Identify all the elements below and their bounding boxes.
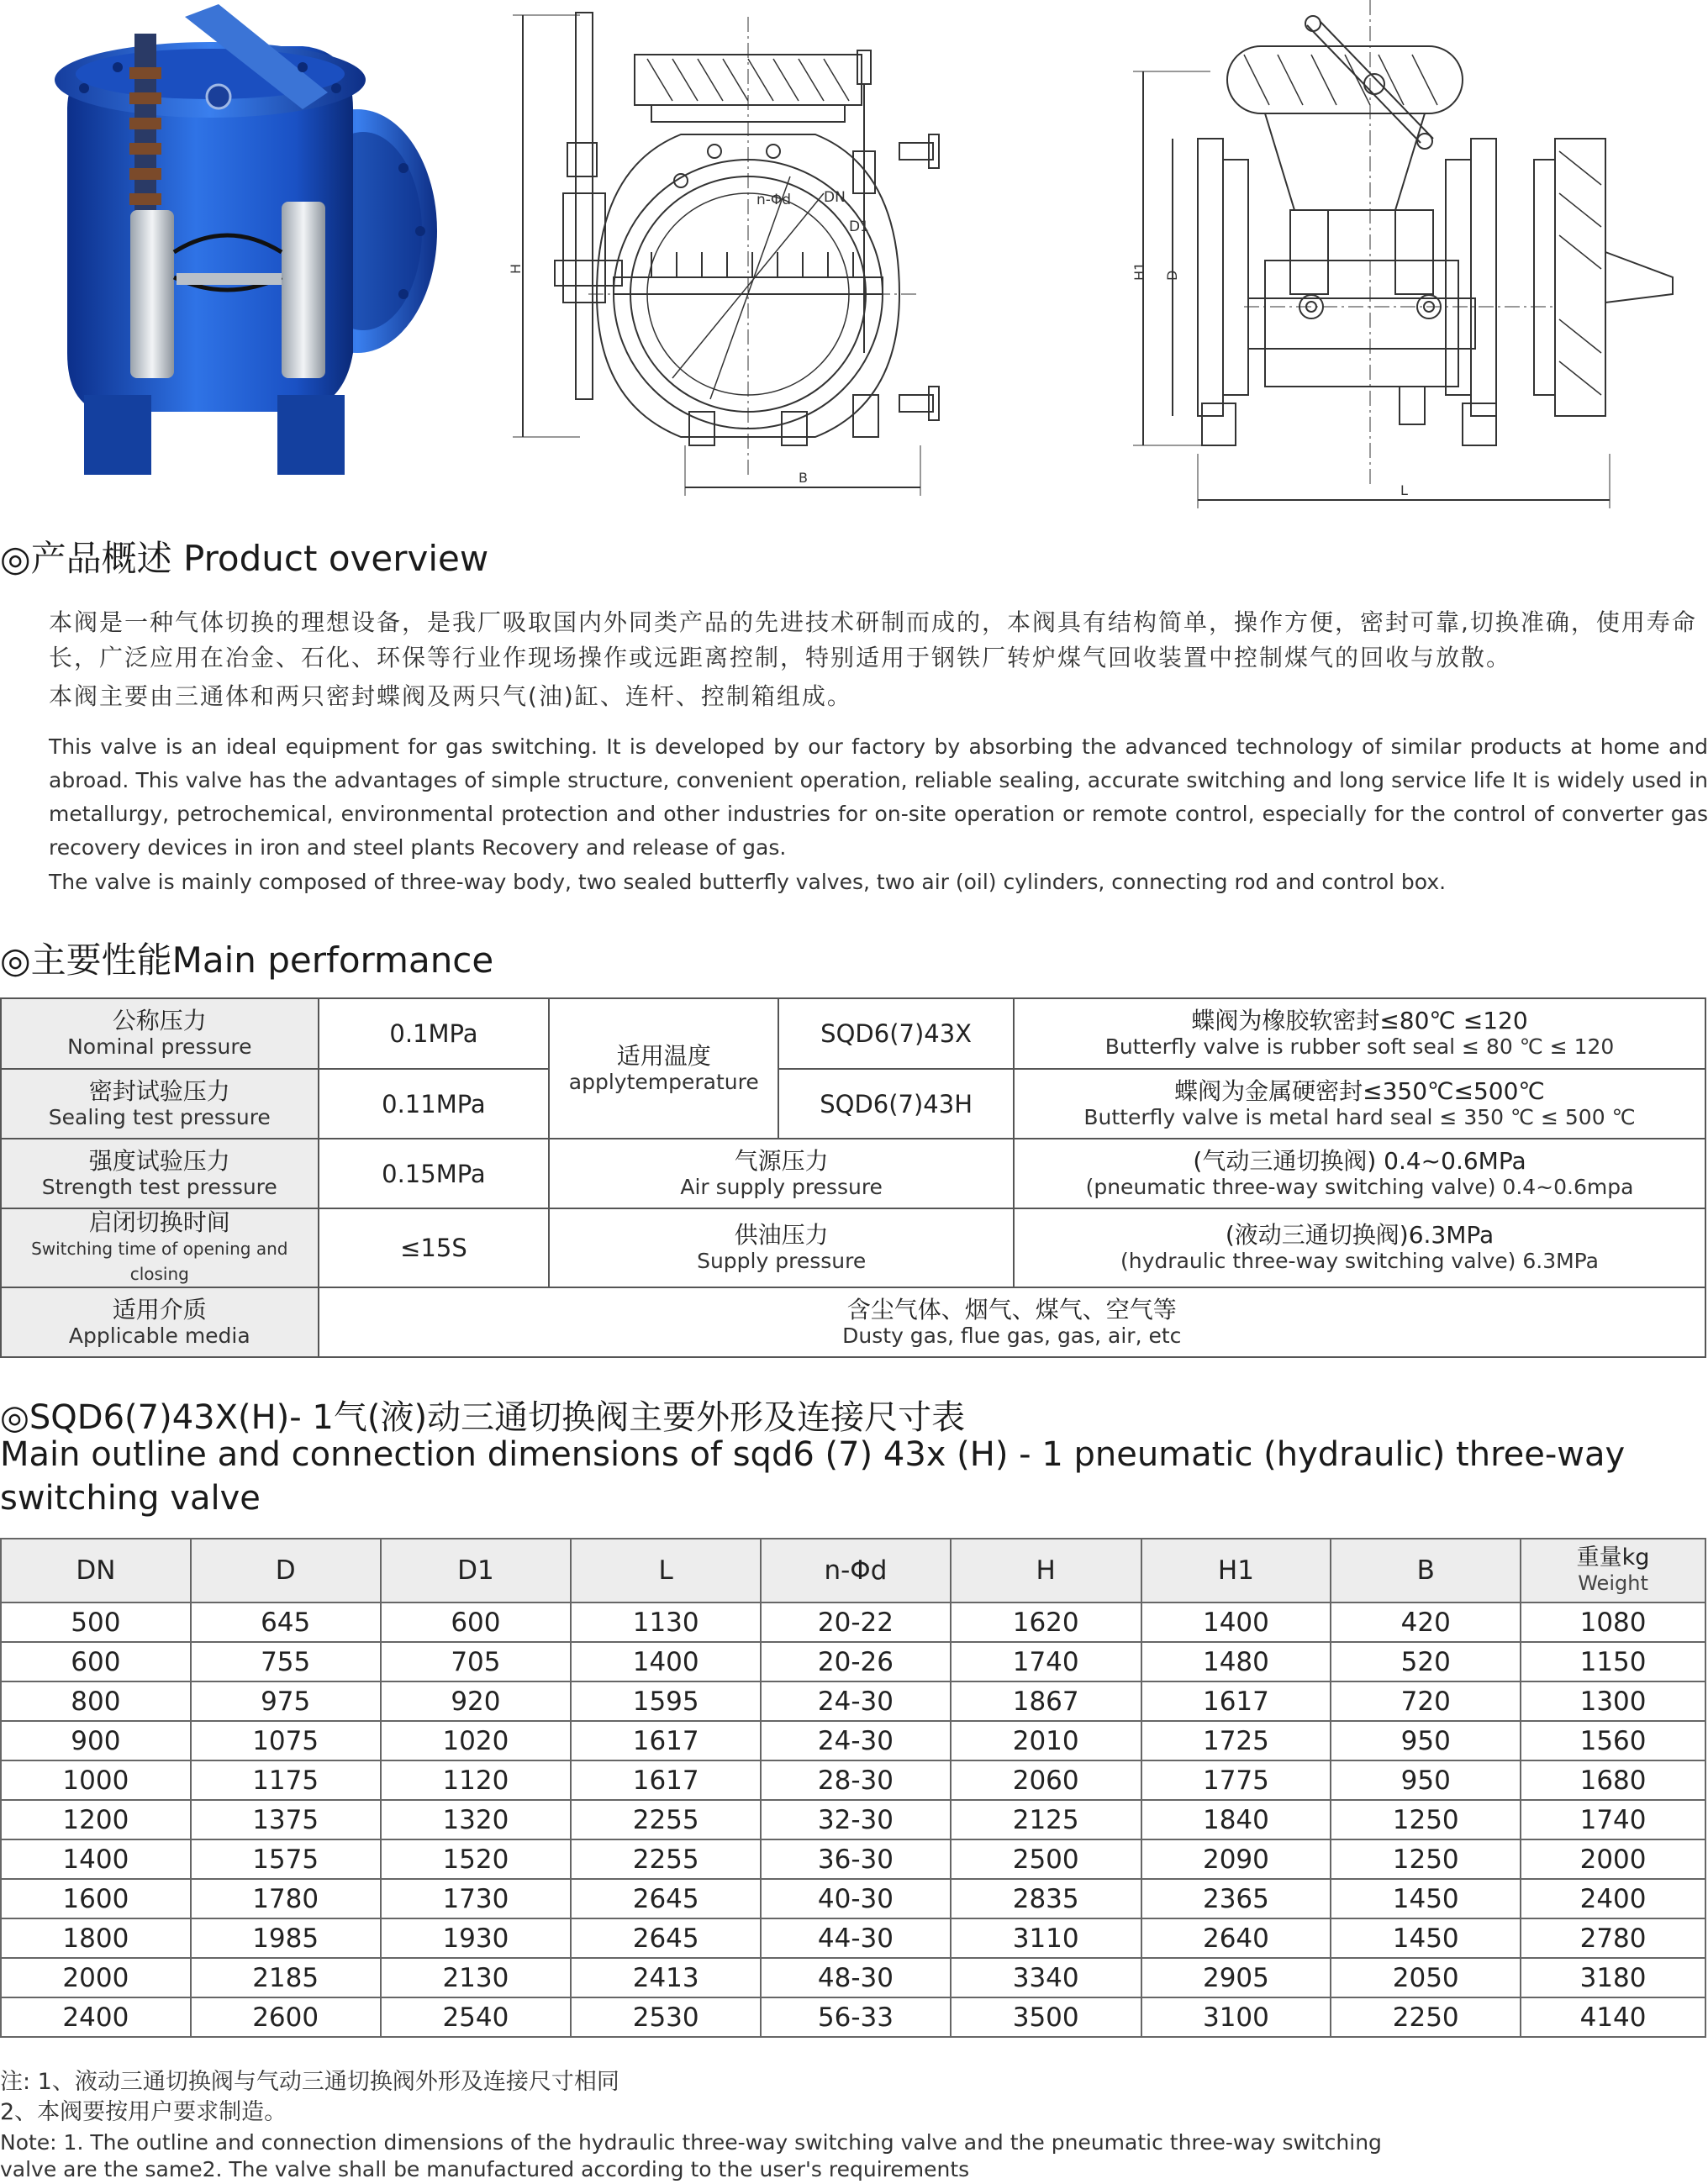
header-dn: DN bbox=[1, 1539, 191, 1602]
table-cell: 1000 bbox=[1, 1760, 191, 1800]
dimensions-heading-cn: ◎SQD6(7)43X(H)- 1气(液)动三通切换阀主要外形及连接尺寸表 bbox=[0, 1398, 966, 1437]
dimensions-body bbox=[1, 1602, 1705, 2037]
table-cell: 950 bbox=[1331, 1760, 1521, 1800]
dim-label-dn: DN bbox=[824, 189, 846, 206]
table-row bbox=[1, 1602, 1705, 1642]
table-cell: 520 bbox=[1331, 1642, 1521, 1681]
table-row bbox=[1, 1918, 1705, 1958]
table-cell: 950 bbox=[1331, 1721, 1521, 1760]
table-cell: 2185 bbox=[191, 1958, 381, 1997]
table-cell: 2125 bbox=[951, 1800, 1141, 1839]
dim-label-nphid: n-Φd bbox=[756, 192, 792, 208]
valve-product-photo bbox=[50, 0, 445, 483]
table-cell: 3180 bbox=[1521, 1958, 1705, 1997]
switching-time-value: ≤15S bbox=[319, 1208, 550, 1287]
table-cell: 1560 bbox=[1521, 1721, 1705, 1760]
header-weight: 重量kg Weight bbox=[1521, 1539, 1705, 1602]
table-cell: 44-30 bbox=[761, 1918, 951, 1958]
table-cell: 1400 bbox=[1141, 1602, 1331, 1642]
table-cell: 1985 bbox=[191, 1918, 381, 1958]
dim-label-d: D bbox=[1164, 270, 1180, 281]
overview-cn-paragraph-2: 本阀主要由三通体和两只密封蝶阀及两只气(油)缸、连杆、控制箱组成。 bbox=[49, 682, 852, 710]
table-cell: 1800 bbox=[1, 1918, 191, 1958]
nominal-pressure-label: 公称压力 Nominal pressure bbox=[1, 998, 319, 1069]
table-cell: 2530 bbox=[571, 1997, 761, 2037]
header-n-phi-d: n-Φd bbox=[761, 1539, 951, 1602]
table-cell: 755 bbox=[191, 1642, 381, 1681]
table-cell: 1375 bbox=[191, 1800, 381, 1839]
table-cell: 1480 bbox=[1141, 1642, 1331, 1681]
strength-pressure-label: 强度试验压力 Strength test pressure bbox=[1, 1139, 319, 1208]
dimensions-heading-en-2: switching valve bbox=[0, 1479, 261, 1518]
model-x: SQD6(7)43X bbox=[778, 998, 1014, 1069]
table-cell: 3500 bbox=[951, 1997, 1141, 2037]
table-cell: 20-26 bbox=[761, 1642, 951, 1681]
performance-table bbox=[0, 997, 1706, 1358]
temperature-x-value: 蝶阀为橡胶软密封≤80℃ ≤120 Butterfly valve is rubber soft seal ≤ 80 ℃ ≤ 120 bbox=[1014, 998, 1705, 1069]
table-cell: 2060 bbox=[951, 1760, 1141, 1800]
table-cell: 2255 bbox=[571, 1839, 761, 1879]
table-cell: 420 bbox=[1331, 1602, 1521, 1642]
table-row bbox=[1, 1839, 1705, 1879]
sealing-pressure-label: 密封试验压力 Sealing test pressure bbox=[1, 1069, 319, 1139]
table-cell: 20-22 bbox=[761, 1602, 951, 1642]
note-cn-2: 2、本阀要按用户要求制造。 bbox=[0, 2099, 287, 2125]
table-row bbox=[1, 1681, 1705, 1721]
table-cell: 2540 bbox=[381, 1997, 572, 2037]
table-cell: 705 bbox=[381, 1642, 572, 1681]
table-cell: 600 bbox=[381, 1602, 572, 1642]
note-en-2: valve are the same2. The valve shall be manufactured according to the user's requirements bbox=[0, 2157, 970, 2181]
media-label: 适用介质 Applicable media bbox=[1, 1287, 319, 1357]
dimensions-heading-en-1: Main outline and connection dimensions of sqd6 (7) 43x (H) - 1 pneumatic (hydraulic) three-way bbox=[0, 1435, 1626, 1474]
table-cell: 1775 bbox=[1141, 1760, 1331, 1800]
table-cell: 1780 bbox=[191, 1879, 381, 1918]
temperature-label: 适用温度 applytemperature bbox=[549, 998, 778, 1139]
header-b: B bbox=[1331, 1539, 1521, 1602]
table-cell: 2000 bbox=[1, 1958, 191, 1997]
table-cell: 800 bbox=[1, 1681, 191, 1721]
table-cell: 720 bbox=[1331, 1681, 1521, 1721]
table-cell: 2400 bbox=[1521, 1879, 1705, 1918]
table-cell: 600 bbox=[1, 1642, 191, 1681]
header-l: L bbox=[571, 1539, 761, 1602]
table-cell: 920 bbox=[381, 1681, 572, 1721]
table-cell: 1120 bbox=[381, 1760, 572, 1800]
table-cell: 1400 bbox=[1, 1839, 191, 1879]
model-h: SQD6(7)43H bbox=[778, 1069, 1014, 1139]
table-cell: 36-30 bbox=[761, 1839, 951, 1879]
table-cell: 1075 bbox=[191, 1721, 381, 1760]
table-cell: 1320 bbox=[381, 1800, 572, 1839]
table-cell: 1617 bbox=[571, 1721, 761, 1760]
table-cell: 4140 bbox=[1521, 1997, 1705, 2037]
table-row bbox=[1, 1958, 1705, 1997]
table-cell: 1600 bbox=[1, 1879, 191, 1918]
table-cell: 900 bbox=[1, 1721, 191, 1760]
media-value: 含尘气体、烟气、煤气、空气等 Dusty gas, flue gas, gas, air, etc bbox=[319, 1287, 1705, 1357]
table-cell: 1450 bbox=[1331, 1879, 1521, 1918]
switching-time-label: 启闭切换时间 Switching time of opening and closing bbox=[1, 1208, 319, 1287]
table-cell: 2255 bbox=[571, 1800, 761, 1839]
overview-heading: ◎产品概述 Product overview bbox=[0, 538, 489, 579]
oil-supply-label: 供油压力 Supply pressure bbox=[549, 1208, 1014, 1287]
table-cell: 2640 bbox=[1141, 1918, 1331, 1958]
header-d1: D1 bbox=[381, 1539, 572, 1602]
table-cell: 1130 bbox=[571, 1602, 761, 1642]
table-cell: 3340 bbox=[951, 1958, 1141, 1997]
table-cell: 500 bbox=[1, 1602, 191, 1642]
table-cell: 1680 bbox=[1521, 1760, 1705, 1800]
dim-label-h1: H1 bbox=[1131, 261, 1147, 281]
table-cell: 975 bbox=[191, 1681, 381, 1721]
table-cell: 1175 bbox=[191, 1760, 381, 1800]
table-cell: 32-30 bbox=[761, 1800, 951, 1839]
table-row bbox=[1, 1642, 1705, 1681]
table-cell: 2780 bbox=[1521, 1918, 1705, 1958]
table-cell: 2645 bbox=[571, 1918, 761, 1958]
front-view-drawing bbox=[504, 0, 975, 504]
table-cell: 645 bbox=[191, 1602, 381, 1642]
table-cell: 48-30 bbox=[761, 1958, 951, 1997]
table-cell: 2413 bbox=[571, 1958, 761, 1997]
table-cell: 1725 bbox=[1141, 1721, 1331, 1760]
table-cell: 1575 bbox=[191, 1839, 381, 1879]
table-cell: 1300 bbox=[1521, 1681, 1705, 1721]
performance-heading: ◎主要性能Main performance bbox=[0, 939, 494, 981]
table-row bbox=[1, 1800, 1705, 1839]
table-cell: 2645 bbox=[571, 1879, 761, 1918]
table-cell: 1740 bbox=[1521, 1800, 1705, 1839]
table-cell: 56-33 bbox=[761, 1997, 951, 2037]
table-row bbox=[1, 1997, 1705, 2037]
dim-label-d1: D1 bbox=[849, 218, 869, 235]
dim-label-h: H bbox=[508, 263, 524, 274]
table-cell: 1867 bbox=[951, 1681, 1141, 1721]
table-cell: 3110 bbox=[951, 1918, 1141, 1958]
table-row bbox=[1, 1879, 1705, 1918]
table-cell: 1730 bbox=[381, 1879, 572, 1918]
table-cell: 2130 bbox=[381, 1958, 572, 1997]
sealing-pressure-value: 0.11MPa bbox=[319, 1069, 550, 1139]
table-cell: 1520 bbox=[381, 1839, 572, 1879]
table-cell: 1620 bbox=[951, 1602, 1141, 1642]
table-cell: 1400 bbox=[571, 1642, 761, 1681]
table-cell: 40-30 bbox=[761, 1879, 951, 1918]
table-cell: 1080 bbox=[1521, 1602, 1705, 1642]
table-cell: 1150 bbox=[1521, 1642, 1705, 1681]
table-cell: 24-30 bbox=[761, 1681, 951, 1721]
air-supply-label: 气源压力 Air supply pressure bbox=[549, 1139, 1014, 1208]
table-cell: 1930 bbox=[381, 1918, 572, 1958]
table-cell: 1250 bbox=[1331, 1839, 1521, 1879]
overview-en-paragraph-1: This valve is an ideal equipment for gas switching. It is developed by our factory by absorbing the advanced technology of similar products at home and abroad. This valve has the advantages of simple structure, convenient operation, reliable sealing, accurate switching and long service life It is widely used in metallurgy, petrochemical, environmental protection and other industries for on-site operation or remote control, especially for the control of converter gas recovery devices in iron and steel plants Recovery and release of gas. bbox=[49, 734, 1708, 860]
table-cell: 2500 bbox=[951, 1839, 1141, 1879]
table-row bbox=[1, 1721, 1705, 1760]
table-cell: 1595 bbox=[571, 1681, 761, 1721]
table-cell: 3100 bbox=[1141, 1997, 1331, 2037]
table-cell: 28-30 bbox=[761, 1760, 951, 1800]
table-cell: 2600 bbox=[191, 1997, 381, 2037]
table-cell: 1740 bbox=[951, 1642, 1141, 1681]
table-cell: 2000 bbox=[1521, 1839, 1705, 1879]
table-cell: 1020 bbox=[381, 1721, 572, 1760]
table-cell: 2050 bbox=[1331, 1958, 1521, 1997]
table-cell: 1617 bbox=[571, 1760, 761, 1800]
side-view-drawing bbox=[1118, 0, 1690, 513]
dim-label-b: B bbox=[799, 470, 808, 486]
table-cell: 1250 bbox=[1331, 1800, 1521, 1839]
table-cell: 2835 bbox=[951, 1879, 1141, 1918]
nominal-pressure-value: 0.1MPa bbox=[319, 998, 550, 1069]
dimensions-table bbox=[0, 1538, 1706, 2038]
header-h: H bbox=[951, 1539, 1141, 1602]
note-en-1: Note: 1. The outline and connection dimensions of the hydraulic three-way switching valve and the pneumatic three-way switching bbox=[0, 2130, 1382, 2155]
table-cell: 2250 bbox=[1331, 1997, 1521, 2037]
note-cn-1: 注: 1、液动三通切换阀与气动三通切换阀外形及连接尺寸相同 bbox=[0, 2069, 619, 2095]
table-cell: 1840 bbox=[1141, 1800, 1331, 1839]
table-cell: 2090 bbox=[1141, 1839, 1331, 1879]
table-cell: 24-30 bbox=[761, 1721, 951, 1760]
strength-pressure-value: 0.15MPa bbox=[319, 1139, 550, 1208]
overview-en-paragraph-2: The valve is mainly composed of three-way body, two sealed butterfly valves, two air (oil) cylinders, connecting rod and control box. bbox=[49, 870, 1447, 894]
header-h1: H1 bbox=[1141, 1539, 1331, 1602]
table-cell: 1617 bbox=[1141, 1681, 1331, 1721]
table-cell: 2905 bbox=[1141, 1958, 1331, 1997]
table-cell: 1450 bbox=[1331, 1918, 1521, 1958]
air-supply-value: (气动三通切换阀) 0.4~0.6MPa (pneumatic three-way switching valve) 0.4~0.6mpa bbox=[1014, 1139, 1705, 1208]
table-cell: 1200 bbox=[1, 1800, 191, 1839]
oil-supply-value: (液动三通切换阀)6.3MPa (hydraulic three-way switching valve) 6.3MPa bbox=[1014, 1208, 1705, 1287]
table-row bbox=[1, 1760, 1705, 1800]
dimensions-header-row bbox=[1, 1539, 1705, 1602]
table-cell: 2400 bbox=[1, 1997, 191, 2037]
table-cell: 2010 bbox=[951, 1721, 1141, 1760]
table-cell: 2365 bbox=[1141, 1879, 1331, 1918]
dim-label-l: L bbox=[1400, 482, 1408, 498]
overview-cn-paragraph-1: 本阀是一种气体切换的理想设备，是我厂吸取国内外同类产品的先进技术研制而成的，本阀具有结构简单，操作方便，密封可靠,切换准确，使用寿命长，广泛应用在冶金、石化、环保等行业作现场操作或远距离控制，特别适用于钢铁厂转炉煤气回收装置中控制煤气的回收与放散。 bbox=[49, 608, 1697, 671]
temperature-h-value: 蝶阀为金属硬密封≤350℃≤500℃ Butterfly valve is metal hard seal ≤ 350 ℃ ≤ 500 ℃ bbox=[1014, 1069, 1705, 1139]
header-d: D bbox=[191, 1539, 381, 1602]
